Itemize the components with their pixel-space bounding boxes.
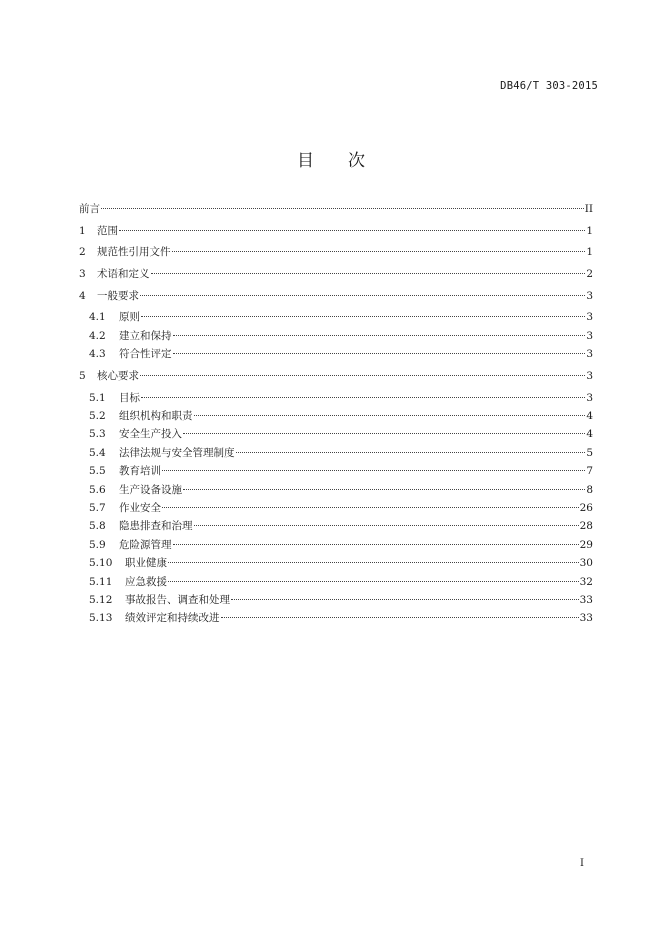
toc-entry-label: 法律法规与安全管理制度	[119, 446, 235, 459]
toc-entry[interactable]	[79, 425, 593, 443]
toc-entry-page: 3	[586, 329, 593, 342]
toc-dot-leader	[221, 617, 579, 618]
toc-entry[interactable]	[79, 265, 593, 283]
toc-entry-page: 3	[586, 289, 593, 302]
toc-dot-leader	[194, 525, 579, 526]
toc-dot-leader	[140, 295, 585, 296]
toc-entry[interactable]	[79, 444, 593, 462]
toc-dot-leader	[168, 562, 579, 563]
toc-entry-number: 5.4	[89, 446, 106, 459]
toc-entry[interactable]	[79, 499, 593, 517]
toc-entry-number: 5.9	[89, 538, 106, 551]
toc-entry-page: 29	[579, 538, 593, 551]
toc-entry-page: 30	[579, 557, 593, 570]
toc-entry-number: 5.10	[89, 557, 113, 570]
toc-dot-leader	[173, 544, 579, 545]
toc-entry-page: 2	[586, 268, 593, 281]
toc-entry-label: 事故报告、调查和处理	[125, 593, 230, 606]
toc-entry-number: 5.13	[89, 612, 113, 625]
toc-entry[interactable]	[79, 517, 593, 535]
toc-dot-leader	[141, 397, 585, 398]
toc-entry-page: 3	[586, 391, 593, 404]
toc-entry-page: 8	[586, 483, 593, 496]
toc-entry-number: 5	[79, 369, 86, 382]
toc-entry-page: 4	[586, 409, 593, 422]
toc-entry-page: 33	[579, 593, 593, 606]
toc-dot-leader	[231, 599, 579, 600]
toc-dot-leader	[183, 489, 585, 490]
toc-entry[interactable]	[79, 389, 593, 407]
toc-entry-page: 33	[579, 612, 593, 625]
toc-dot-leader	[194, 415, 586, 416]
toc-entry-number: 2	[79, 246, 86, 259]
toc-dot-leader	[151, 273, 586, 274]
toc-entry-number: 4	[79, 289, 86, 302]
toc-entry-number: 5.2	[89, 409, 106, 422]
toc-dot-leader	[172, 251, 586, 252]
toc-entry-label: 规范性引用文件	[97, 246, 171, 259]
toc-dot-leader	[141, 316, 585, 317]
toc-entry-number: 5.1	[89, 391, 106, 404]
toc-entry[interactable]	[79, 536, 593, 554]
toc-entry[interactable]	[79, 308, 593, 326]
toc-entry[interactable]	[79, 573, 593, 591]
toc-entry-label: 核心要求	[97, 369, 139, 382]
toc-entry-label: 范围	[97, 224, 118, 237]
toc-entry-page: II	[584, 203, 593, 215]
toc-entry-label: 职业健康	[125, 557, 167, 570]
toc-entry-page: 5	[586, 446, 593, 459]
toc-dot-leader	[183, 433, 585, 434]
page-number: I	[580, 858, 584, 869]
toc-entry[interactable]	[79, 222, 593, 240]
toc-entry-page: 1	[586, 246, 593, 259]
toc-entry[interactable]	[79, 345, 593, 363]
toc-entry[interactable]	[79, 591, 593, 609]
toc-dot-leader	[162, 507, 579, 508]
toc-entry-label: 生产设备设施	[119, 483, 182, 496]
document-code: DB46/T 303-2015	[500, 80, 598, 92]
toc-dot-leader	[173, 353, 586, 354]
toc-entry-page: 4	[586, 428, 593, 441]
toc-entry-label: 原则	[119, 311, 140, 324]
table-of-contents	[79, 200, 593, 628]
toc-dot-leader	[101, 208, 584, 209]
toc-entry-label: 术语和定义	[97, 268, 150, 281]
toc-entry-page: 26	[579, 501, 593, 514]
toc-entry-label: 绩效评定和持续改进	[125, 612, 220, 625]
toc-dot-leader	[168, 581, 579, 582]
toc-entry-label: 一般要求	[97, 289, 139, 302]
toc-entry-page: 28	[579, 520, 593, 533]
toc-entry-number: 4.3	[89, 348, 106, 361]
toc-entry-number: 5.7	[89, 501, 106, 514]
toc-entry-page: 32	[579, 575, 593, 588]
toc-dot-leader	[162, 470, 585, 471]
toc-entry-number: 5.12	[89, 593, 113, 606]
toc-title: 目次	[297, 151, 399, 171]
toc-entry-label: 建立和保持	[119, 329, 172, 342]
toc-entry-number: 4.2	[89, 329, 106, 342]
toc-entry-label: 前言	[79, 203, 100, 215]
toc-entry-label: 应急救援	[125, 575, 167, 588]
toc-entry-label: 目标	[119, 391, 140, 404]
toc-entry-number: 1	[79, 224, 86, 237]
toc-entry[interactable]	[79, 243, 593, 261]
toc-dot-leader	[140, 375, 585, 376]
toc-entry[interactable]	[79, 287, 593, 305]
toc-entry-number: 5.8	[89, 520, 106, 533]
toc-entry-label: 组织机构和职责	[119, 409, 193, 422]
toc-entry[interactable]	[79, 367, 593, 385]
toc-entry[interactable]	[79, 609, 593, 627]
toc-entry-number: 3	[79, 268, 86, 281]
toc-entry-page: 7	[586, 465, 593, 478]
toc-entry[interactable]	[79, 200, 593, 218]
toc-dot-leader	[236, 452, 586, 453]
toc-entry-label: 安全生产投入	[119, 428, 182, 441]
toc-entry-page: 3	[586, 369, 593, 382]
toc-entry-number: 5.6	[89, 483, 106, 496]
toc-entry-label: 作业安全	[119, 501, 161, 514]
toc-entry-number: 5.3	[89, 428, 106, 441]
toc-entry[interactable]	[79, 327, 593, 345]
toc-entry[interactable]	[79, 407, 593, 425]
toc-entry[interactable]	[79, 481, 593, 499]
toc-entry-number: 5.5	[89, 465, 106, 478]
toc-entry-label: 危险源管理	[119, 538, 172, 551]
toc-entry-page: 3	[586, 311, 593, 324]
toc-entry-page: 1	[586, 224, 593, 237]
toc-entry-page: 3	[586, 348, 593, 361]
toc-entry-number: 5.11	[89, 575, 113, 588]
toc-entry[interactable]	[79, 554, 593, 572]
toc-entry-label: 隐患排查和治理	[119, 520, 193, 533]
toc-entry[interactable]	[79, 462, 593, 480]
toc-dot-leader	[173, 335, 586, 336]
toc-entry-label: 符合性评定	[119, 348, 172, 361]
toc-entry-label: 教育培训	[119, 465, 161, 478]
toc-dot-leader	[119, 230, 585, 231]
toc-entry-number: 4.1	[89, 311, 106, 324]
